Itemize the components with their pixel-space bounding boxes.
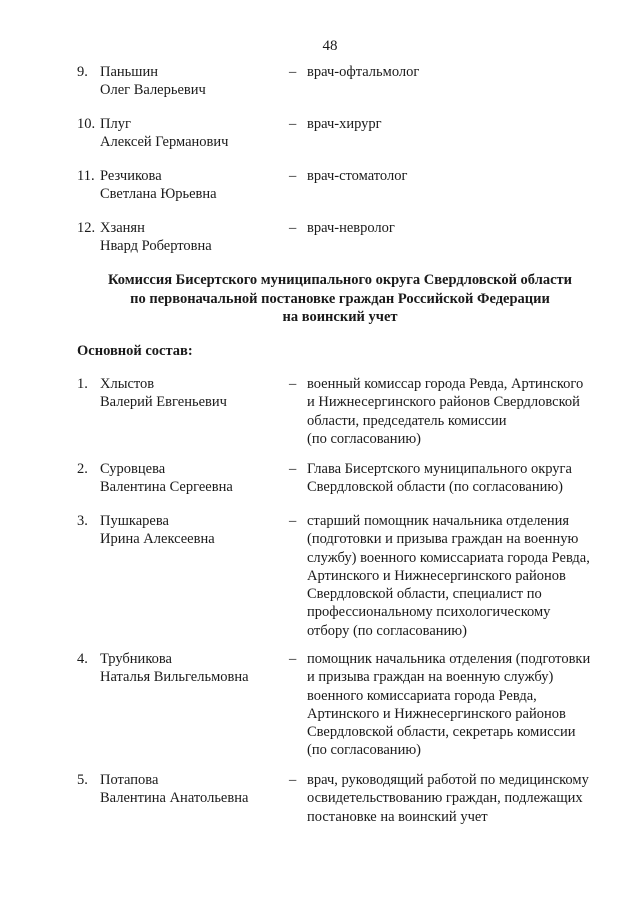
dash: – (289, 220, 297, 236)
role-line: (по согласованию) (307, 742, 421, 759)
surname: Хзанян (100, 220, 145, 236)
role-line: врач, руководящий работой по медицинскому (307, 772, 589, 788)
role-line: освидетельствованию граждан, подлежащих (307, 790, 583, 807)
given-names: Валерий Евгеньевич (100, 394, 227, 411)
member-role (307, 771, 627, 826)
surname: Трубникова (100, 651, 172, 667)
member-role (307, 115, 627, 133)
dash: – (289, 772, 297, 788)
member-role (307, 650, 627, 760)
role-line: Глава Бисертского муниципального округа (307, 461, 572, 477)
member-name (100, 512, 215, 549)
role-line: Артинского и Нижнесергинского районов (307, 705, 566, 722)
member-role (307, 219, 627, 237)
member-role (307, 63, 627, 81)
entry-number: 10. (77, 116, 96, 132)
member-role (307, 512, 627, 640)
member-name (100, 771, 248, 808)
member-name (100, 115, 228, 152)
role-line: (подготовки и призыва граждан на военную (307, 531, 579, 548)
entry-number: 9. (77, 64, 88, 80)
member-role (307, 460, 627, 497)
given-names: Наталья Вильгельмовна (100, 669, 249, 686)
given-names: Нвард Робертовна (100, 238, 212, 255)
role-line: Свердловской области, специалист по (307, 586, 542, 603)
dash: – (289, 461, 297, 477)
role-line: и призыва граждан на военную службу) (307, 669, 554, 686)
entry-number: 12. (77, 220, 96, 236)
role-line: Артинского и Нижнесергинского районов (307, 567, 566, 584)
member-name (100, 63, 206, 100)
dash: – (289, 513, 297, 529)
dash: – (289, 376, 297, 392)
given-names: Валентина Анатольевна (100, 790, 249, 807)
entry-number: 4. (77, 651, 88, 667)
role-line: отбору (по согласованию) (307, 622, 467, 639)
heading-line: по первоначальной постановке граждан Российской Федерации (130, 290, 550, 307)
entry-number: 5. (77, 772, 88, 788)
role-line: постановке на воинский учет (307, 808, 488, 825)
member-name (100, 167, 217, 204)
entry-number: 11. (77, 168, 95, 184)
section-subheading: Основной состав: (77, 343, 193, 359)
role-line: службу) военного комиссариата города Ревда, (307, 549, 590, 566)
member-name (100, 375, 227, 412)
given-names: Светлана Юрьевна (100, 186, 217, 203)
given-names: Олег Валерьевич (100, 82, 206, 99)
page-number: 48 (322, 38, 338, 54)
given-names: Алексей Германович (100, 134, 229, 151)
member-name (100, 460, 233, 497)
entry-number: 3. (77, 513, 88, 529)
heading-line: на воинский учет (282, 309, 398, 325)
role-line: (по согласованию) (307, 430, 421, 447)
role-line: военного комиссариата города Ревда, (307, 687, 537, 704)
role-line: врач-стоматолог (307, 168, 408, 184)
given-names: Ирина Алексеевна (100, 531, 215, 548)
member-name (100, 219, 212, 256)
role-line: врач-хирург (307, 116, 382, 132)
role-line: Свердловской области, секретарь комиссии (307, 724, 576, 741)
role-line: старший помощник начальника отделения (307, 513, 570, 529)
surname: Суровцева (100, 461, 166, 477)
role-line: врач-офтальмолог (307, 64, 420, 80)
dash: – (289, 116, 297, 132)
role-line: и Нижнесергинского районов Свердловской (307, 394, 580, 411)
surname: Паньшин (100, 64, 158, 80)
surname: Резчикова (100, 168, 162, 184)
entry-number: 1. (77, 376, 88, 392)
member-role (307, 375, 627, 448)
dash: – (289, 651, 297, 667)
role-line: врач-невролог (307, 220, 395, 236)
dash: – (289, 168, 297, 184)
role-line: Свердловской области (по согласованию) (307, 479, 564, 496)
dash: – (289, 64, 297, 80)
entry-number: 2. (77, 461, 88, 477)
surname: Плуг (100, 116, 131, 132)
surname: Пушкарева (100, 513, 169, 529)
role-line: помощник начальника отделения (подготовки (307, 651, 591, 667)
member-name (100, 650, 249, 687)
role-line: военный комиссар города Ревда, Артинского (307, 376, 584, 392)
role-line: профессиональному психологическому (307, 604, 551, 621)
surname: Потапова (100, 772, 159, 788)
commission-heading (60, 271, 620, 327)
member-role (307, 167, 627, 185)
surname: Хлыстов (100, 376, 155, 392)
heading-line: Комиссия Бисертского муниципального округа Свердловской области (107, 272, 572, 288)
given-names: Валентина Сергеевна (100, 479, 233, 496)
role-line: области, председатель комиссии (307, 412, 507, 429)
